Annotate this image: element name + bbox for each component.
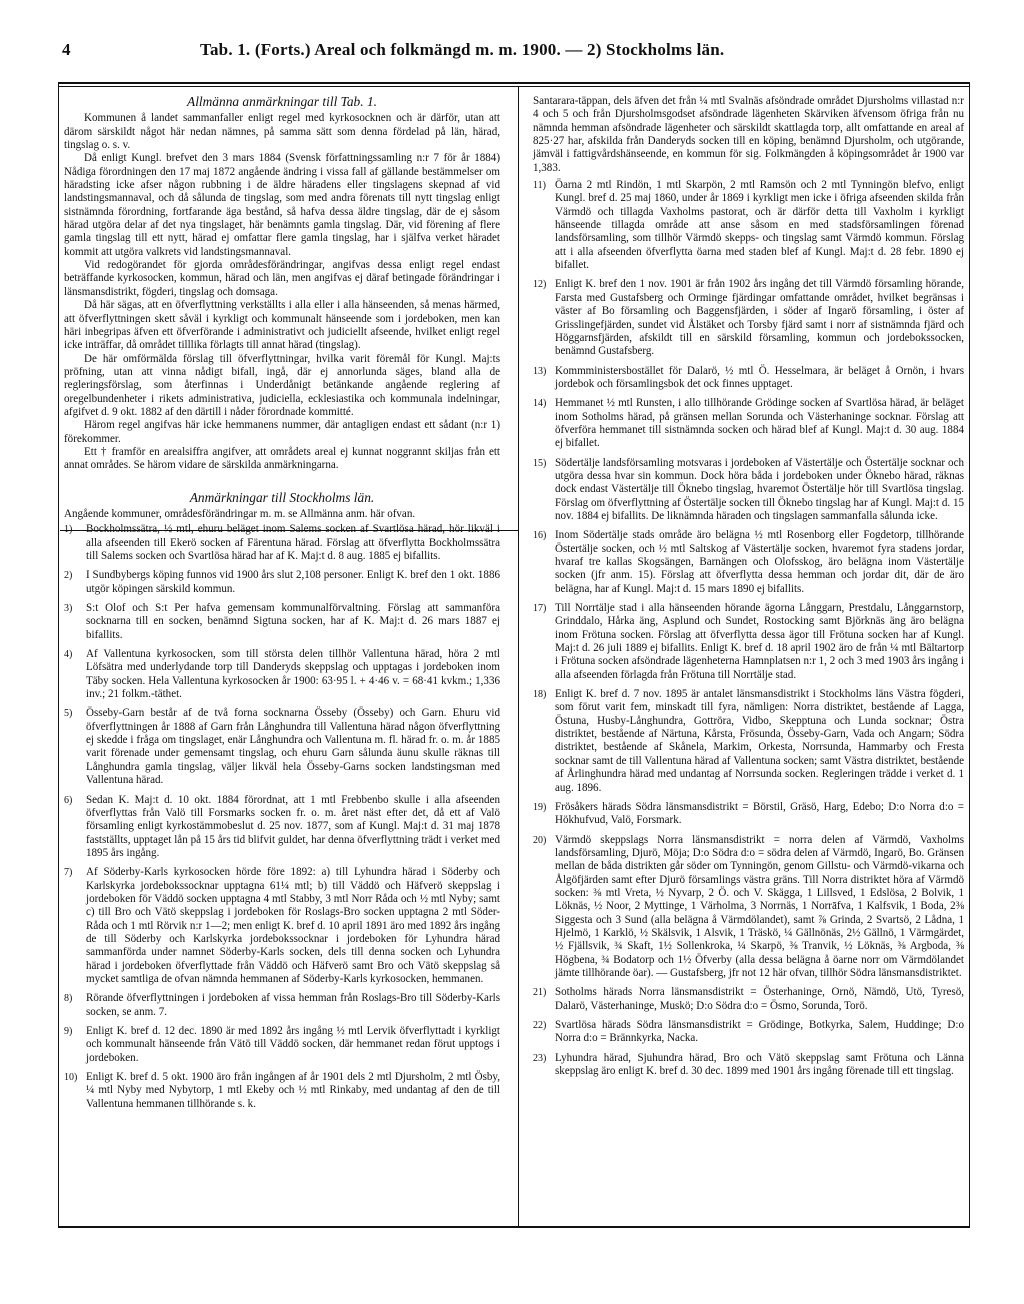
footnote-text: I Sundbybergs köping funnos vid 1900 års slut 2,108 personer. Enligt K. bref den 1 okt. 1886 utgör köpingen särskild kommun. [86, 569, 500, 595]
section-gap [64, 473, 500, 491]
footnote-mark: 10) [64, 1072, 78, 1084]
footnote [533, 1019, 964, 1046]
footnote-mark: 18) [533, 689, 547, 701]
footnote [533, 529, 964, 596]
general-paragraph: De här omförmälda förslag till öfverflyttningar, hvilka varit föremål för Kungl. Maj:ts pröfning, utan att vinna nådigt bifall, ingå, där ej annorlunda säges, bland alla de regleringsförslag, som återfinnas i Underdånigt betänkande angående reglering af oregelbundenheter i rikets administrativa, judiciella, ecklesiastika och kommunala indelningar, afgifvet d. 9 okt. 1882 af den därtill i nåder förordnade kommitté. [64, 352, 500, 418]
footnote [533, 1052, 964, 1079]
footnote [533, 986, 964, 1013]
footnote-mark: 11) [533, 180, 546, 192]
footnote-mark: 4) [64, 649, 73, 661]
footnote-mark: 15) [533, 457, 547, 469]
footnote-text: Enligt K. bref d. 12 dec. 1890 är med 1892 års ingång ½ mtl Lervik öfverflyttadt i kyrkligt och kommunalt hänseende från Vätö till Väddö socken, där hemmanet redan förut upptogs i jordeboken. [86, 1025, 500, 1064]
footnote-mark: 2) [64, 570, 73, 582]
footnote-text: Södertälje landsförsamling motsvaras i jordeboken af Västertälje och Östertälje socknar och utgöra dessa hvar sin kommun. Dock höra båda i jordeboken under Öknebo härad, räknas dock endast Västertälje till Öknebo tingslag, hvaremot Östertälje hör till Svartlösa tingslag. Förslag om öfverflyttning af Östertälje socken till Öknebo tingslag har af Kungl. Maj:t d. 15 nov. 1884 ej bifallits. De liknämnda häraden och tingslagen sammanfalla sålunda icke. [555, 456, 964, 522]
footnote-text: Lyhundra härad, Sjuhundra härad, Bro och Vätö skeppslag samt Frötuna och Länna skeppslag äro enligt K. bref d. 30 dec. 1899 med 1901 års ingång förenade till ett tingslag. [555, 1051, 964, 1078]
footnote-mark: 1) [64, 524, 73, 536]
running-title: Tab. 1. (Forts.) Areal och folkmängd m. m. 1900. — 2) Stockholms län. [200, 40, 725, 59]
footnote-text: Bockholmssätra, ½ mtl, ehuru beläget inom Salems socken af Svartlösa härad, hör likväl i alla afseenden till Ekerö socken af Färentuna härad. Förslag att öfverflytta Bockholmssätra till Salems socken och Svartlösa härad har af K. Maj:t d. 8 aug. 1885 ej bifallits. [86, 523, 500, 562]
footnote [64, 707, 500, 787]
footnote [64, 569, 500, 596]
outer-frame-bottom [58, 1226, 970, 1228]
general-paragraph: Ett † framför en arealsiffra angifver, att områdets areal ej kunnat noggrannt skiljas från ett annat områdes. Se härom vidare de särskilda anmärkningarna. [64, 445, 500, 472]
county-remarks-title: Anmärkningar till Stockholms län. [189, 489, 375, 505]
general-paragraph: Då enligt Kungl. brefvet den 3 mars 1884 (Svensk författningssamling n:r 7 för år 1884) Nådiga förordningen den 17 maj 1872 angående ändring i vissa fall af gällande bestämmelser om häradsting icke afser någon rubbning i de äldre häradens eller tingslagens skepnad af vid landstingsmannaval, och då sålunda de tingslag, som med andra förenats till nytt tingslag enligt sistnämnda förordning, fortfarande äga bestånd, så hafva dessa äldre tingslag, där de ej såsom härad utgöra delar af det nya tingslaget, här benämnts gamla tingslag. Där, vid förening af flere gamla tingslag till ett nytt, härad ej omfattar flere gamla tingslag, har i själfva verket häradet kommit att utgöra valkrets vid landstingsmannaval. [64, 152, 500, 258]
footnote [64, 602, 500, 642]
footnote [64, 1071, 500, 1111]
footnote [64, 794, 500, 861]
footnote-text: Sotholms härads Norra länsmansdistrikt = Österhaninge, Ornö, Nämdö, Utö, Tyresö, Dalarö, Västerhaninge, Muskö; D:o Södra d:o = Ösmo, Sorunda, Torö. [555, 986, 964, 1012]
footnote-text: Hemmanet ½ mtl Runsten, i allo tillhörande Grödinge socken af Svartlösa härad, är beläget inom Sotholms härad, på gränsen mellan Sorunda och Västerhaninge socknar. Förslag att öfverföra hemmanet till sistnämnda socken och härad blef af Kungl. Maj:t d. 30 aug. 1884 ej bifallet. [555, 397, 964, 450]
general-paragraph: Vid redogörandet för gjorda områdesförändringar, angifvas dessa enligt regel endast beträffande kyrkosocken, kommun, härad och län, men angifvas ej däraf betingade förändringar i länsmansdistrikt, fögderi, tingslag och domsaga. [64, 259, 500, 298]
footnote-text: Inom Södertälje stads område äro belägna ½ mtl Rosenborg eller Fogdetorp, tillhörande Östertälje socken, och ½ mtl Saltskog af Västertälje socken, hvaremot fyra stadens jordar, hvaraf tre kallas Skogsängen, Barnängen och Olofsskog, äro belägna inom Västertälje socken (jfr anm. 15). Förslag att öfverflytta dessa hemman och jordar dit, där de äro belägna, har af Kungl. Maj:t d. 15 mars 1890 ej bifallits. [555, 529, 964, 595]
footnote [64, 1025, 500, 1065]
footnote-text: Sedan K. Maj:t d. 10 okt. 1884 förordnat, att 1 mtl Frebbenbo skulle i alla afseenden öfverflyttas från Valö till Forsmarks socken fr. o. m. året näst efter det, då ett af Valö församling enligt kyrkostämmobeslut d. 25 nov. 1877, som af Kungl. Maj:t d. 31 maj 1878 fastställts, upptaget lån på 15 års tid blifvit guldet, har denna öfverflyttning trädt i verket med 1895 års ingång. [86, 793, 500, 859]
footnote [533, 602, 964, 682]
footnote [64, 523, 500, 563]
footnote-text: Rörande öfverflyttningen i jordeboken af vissa hemman från Roslags-Bro till Söderby-Karls socken, se anm. 7. [86, 992, 500, 1018]
general-paragraph: Kommunen å landet sammanfaller enligt regel med kyrkosocknen och är därför, utan att därom särskildt något här nedan nämnes, på samma sätt som denna fördelad på län, härad, tingslag o. s. v. [64, 112, 500, 152]
footnote-mark: 22) [533, 1020, 547, 1031]
county-lead: Angående kommuner, områdesförändringar m. m. se Allmänna anm. här ofvan. [64, 507, 416, 520]
footnote [533, 365, 964, 392]
footnote [533, 179, 964, 272]
footnote [533, 278, 964, 358]
general-paragraph: Då här sägas, att en öfverflyttning verkställts i alla eller i alla hänseenden, så menas härmed, att öfverflyttningen skett såväl i kyrkligt och kommunalt hänseende som i jordeboken, men kan häri inbegripas äfven ett öfverförande i administrativt och judiciellt afseende, hvilket enligt regel icke inträffar, då området tilllika förlagts till annat härad (tingslag). [64, 299, 500, 352]
footnote-text: Af Vallentuna kyrkosocken, som till största delen tillhör Vallentuna härad, höra 2 mtl Löfsätra med underlydande torp till Danderyds skeppslag och upptagas i jordeboken inom Täby socken. Hela Vallentuna kyrkosocken år 1900: 63·95 l. + 4·46 v. = 68·41 kvkm.; 1,336 inv.; 21 folkm.-täthet. [86, 648, 500, 701]
footnote-mark: 8) [64, 993, 73, 1005]
footnote-mark: 13) [533, 365, 547, 377]
footnote [533, 834, 964, 981]
footnote-mark: 19) [533, 801, 547, 813]
outer-frame-right [969, 82, 970, 1228]
footnote-text: Enligt K. bref d. 5 okt. 1900 äro från ingången af år 1901 dels 2 mtl Djursholm, 2 mtl Ösby, ¼ mtl Nyby med Nybytorp, 1 mtl Ekeby och ½ mtl Rinkaby, med undantag af den de till Vallentuna hemmanen tillhörande s. k. [86, 1071, 500, 1110]
column-divider [518, 86, 519, 1226]
outer-frame-left [58, 82, 59, 1228]
footnote [64, 866, 500, 986]
footnote-mark: 12) [533, 279, 547, 291]
footnote [64, 648, 500, 701]
footnote-text: Värmdö skeppslags Norra länsmansdistrikt = norra delen af Värmdö, Vaxholms landsförsamling, Djurö, Möja; D:o Södra d:o = södra delen af Värmdö, Ingarö, Bo. Gränsen mellan de båda distrikten går söder om Tynningön, genom Gillstu- och Värmdö-vikarna och Ålgöfjärden samt efter Djurö församlings västra gräns. Till Norra distriktet höra af Värmdö socken: ⅜ mtl Vreta, ½ Nyvarp, 2 Ö. och V. Skägga, 1 Lillsved, 1 Edslösa, 2 Bolvik, 1 Löknäs, ½ Noor, 2 Myttinge, 1 Värholma, 3 Norrnäs, 1 Norrāfva, 1 Kalfsvik, 1 Boda, 2⅜ Siggesta och 3 Sund (alla belägna å Värmdölandet), samt ⅞ Grinda, 2 Svartsö, 2 Lådna, 1 Hjelmö, 1 Karklö, ½ Skälsvik, 1 Alsvik, 1 Träskö, ¼ Gällnönäs, 2½ Gällnö, 1 Värmgärdet, ½ Fjällsvik, ¾ Skaft, 1½ Sollenkroka, ¼ Skarpö, ⅜ Tranvik, ½ Löknäs, ⅜ Argboda, ⅜ Högbena, ¾ Bodatorp och 1½ Öfverby (alla dessa belägna å öarne norr om Värmdölandet jämte tillhörande öar). — Gustafsberg, jfr not 12 här ofvan, tillhör Södra länsmansdistriktet. [555, 833, 964, 979]
continuation-paragraph: Santarara-täppan, dels äfven det från ¼ mtl Svalnäs afsöndrade området Djursholms villastad n:r 4 och 5 och från Djursholmsgodset afsöndrade lägenheten Skärviken äfvensom öfriga från nu nämnda hemman afsöndrade lägenheter och särskildt skattlagda torp, allt omfattande en areal af 825·27 har, afskilda från Danderyds socken till en köping, benämnd Djursholm, och utgörande, jämväl i fattigvårdshänseende, en kommun för sig. Folkmängden å köpingsområdet år 1900 var 1,383. [533, 95, 964, 174]
footnote-text: Kommministersbostället för Dalarö, ½ mtl Ö. Hesselmara, är beläget å Ornön, i hvars jordebok och församlingsbok det ock finnes upptaget. [555, 364, 964, 390]
footnote-mark: 5) [64, 708, 73, 720]
footnote-text: Till Norrtälje stad i alla hänseenden hörande ägorna Långgarn, Prestdalu, Långgarnstorp, Grinddalo, Hårka äng, Asplund och Sundet, Rostocking samt Björknäs äng äro belägna inom Frötuna socken. Förslag att öfverflytta dessa ägor till Frötuna socken har af Kungl. Maj:t d. 26 juli 1889 ej bifallits. Enligt K. bref d. 18 april 1902 äro de från ¼ mtl Bältartorp i Frötuna socken afsöndrade lägenheterna Hamnplatsen n:r 1, 2 och 3 med 1903 års ingång i alla afseenden förlagda från Frötuna till Norrtälje stad. [555, 602, 964, 681]
page-number: 4 [62, 40, 71, 59]
footnote-mark: 6) [64, 794, 73, 806]
left-column [64, 95, 500, 1117]
footnote-text: S:t Olof och S:t Per hafva gemensam kommunalförvaltning. Förslag att sammanföra socknarna till en socken, benämnd Sigtuna socken, har af K. Maj:t d. 26 mars 1887 ej bifallits. [86, 602, 500, 641]
footnote-mark: 9) [64, 1026, 73, 1037]
footnote-mark: 17) [533, 603, 547, 615]
footnote-mark: 23) [533, 1052, 547, 1064]
footnote-mark: 16) [533, 530, 547, 542]
footnote-mark: 7) [64, 867, 73, 879]
footnote-mark: 14) [533, 398, 547, 410]
footnote [64, 992, 500, 1019]
footnote-mark: 3) [64, 603, 73, 615]
footnote-text: Enligt K. bref den 1 nov. 1901 är från 1902 års ingång det till Värmdö församling hörande, Farsta med Gustafsberg och Orminge fjärdingar omfattande området, hvilket begränsas i väster af Bo församling och Baggensfjärden, i söder af Ingarö församling, i öster af Grisslingefjärden, sundet vid Ålstäket och Torsby fjärd samt i norr af sistnämnda fjärd och Höggarnsfjärden, afskildt till en särskild församling, kommun och jordebokssocken, benämnd Gustafsberg. [555, 278, 964, 358]
footnote [533, 397, 964, 450]
footnote [533, 688, 964, 795]
footnote-text: Össeby-Garn består af de två forna socknarna Össeby (Össeby) och Garn. Ehuru vid öfverflyttningen år 1888 af Garn från Långhundra till Vallentuna härad någon öfverflyttning ej skedde i fråga om tingslaget, enär Långhundra och Vallentuna m. fl. härad fr. o. m. år 1885 varit förenade under gemensamt tingslag, och ehuru Garn sålunda äunu skulle räknas till Långhundra gamla tingslag, väljer likväl hela Össeby-Garns socken landstingsman med Vallentuna härad. [86, 707, 500, 787]
footnote [533, 457, 964, 524]
footnote-mark: 20) [533, 834, 547, 846]
footnote-text: Frösåkers härads Södra länsmansdistrikt = Börstil, Gräsö, Harg, Edebo; D:o Norra d:o = Hökhufvud, Valö, Forsmark. [555, 800, 964, 827]
footnote-text: Svartlösa härads Södra länsmansdistrikt = Grödinge, Botkyrka, Salem, Huddinge; D:o Norra d:o = Brännkyrka, Nacka. [555, 1019, 964, 1045]
footnote-text: Af Söderby-Karls kyrkosocken hörde före 1892: a) till Lyhundra härad i Söderby och Karlskyrka jordebokssocknar upptagna 61¼ mtl; b) till Väddö och Häfverö skeppslag i jordeboken för Väddö socken upptagna 4 mtl Stabby, 3 mtl Norr Råda och ½ mtl Nyby; samt c) till Bro och Vätö skeppslag i jordeboken för Roslags-Bro socken upptagna 2 mtl Söder-Råda och 1 mtl Rörvik n:r 1—2; men enligt K. bref d. 10 april 1891 äro med 1892 års ingång de till Söderby och Karlskyrka jordebokssocknar i jordeboken för Lyhundra härad sammanförda under namnet Söderby-Karls socken, dels till denna socken och Lyhundra härad i jordeboken öfverflyttade från Väddö och Häfverö samt Bro och Vätö skeppslag så mycket samtliga de ofvan nämnda hemmanen af Söderby-Karls kyrkosocken, hemmanen. [86, 866, 500, 985]
general-remarks-title: Allmänna anmärkningar till Tab. 1. [187, 94, 377, 109]
footnote-mark: 21) [533, 987, 547, 999]
outer-frame-top [58, 82, 970, 84]
right-column [533, 95, 964, 1084]
outer-frame-top-inner [58, 86, 970, 87]
footnote-text: Enligt K. bref d. 7 nov. 1895 är antalet länsmansdistrikt i Stockholms läns Västra fögderi, som förut varit fem, minskadt till fyra, nämligen: Norra distriktet, bestående af Lagga, Östuna, Husby-Långhundra, Gottröra, Vidbo, Skepptuna och Lunda socknar; Östra distriktet, bestående af Närtuna, Kårsta, Frösunda, Össeby-Garn, Vada och Angarn; Södra distriktet, bestående af Skånela, Markim, Orkesta, Norrsunda, Hammarby och Fresta socknar samt de till Vallentuna härad af Vallentuna socken; samt Västra distriktet, bestående af Årlinghundra härad med undantag af Norrsunda socken. Regleringen trädde i verket d. 1 aug. 1896. [555, 688, 964, 794]
footnote [533, 801, 964, 828]
general-paragraph: Härom regel angifvas här icke hemmanens nummer, där antagligen endast ett sådant (n:r 1) förekommer. [64, 419, 500, 445]
footnote-text: Öarna 2 mtl Rindön, 1 mtl Skarpön, 2 mtl Ramsön och 2 mtl Tynningön blefvo, enligt Kungl. bref d. 25 maj 1860, under år 1869 i kyrkligt men icke i öfriga afseenden skilda från Värmdö och tillagda Vaxholms pastorat, och är därför detta till Vaxholm i kyrkligt hänseende tillagda område att anse såsom en med stadsförsamlingen förenad landsförsamling, som tillhör Värmdö skepps- och tingslag samt Värmdö kommun. Förslag att i alla afseenden öfverflytta öarna med staden blef af Kungl. Maj:t d. 28 febr. 1890 ej bifallet. [555, 179, 964, 272]
